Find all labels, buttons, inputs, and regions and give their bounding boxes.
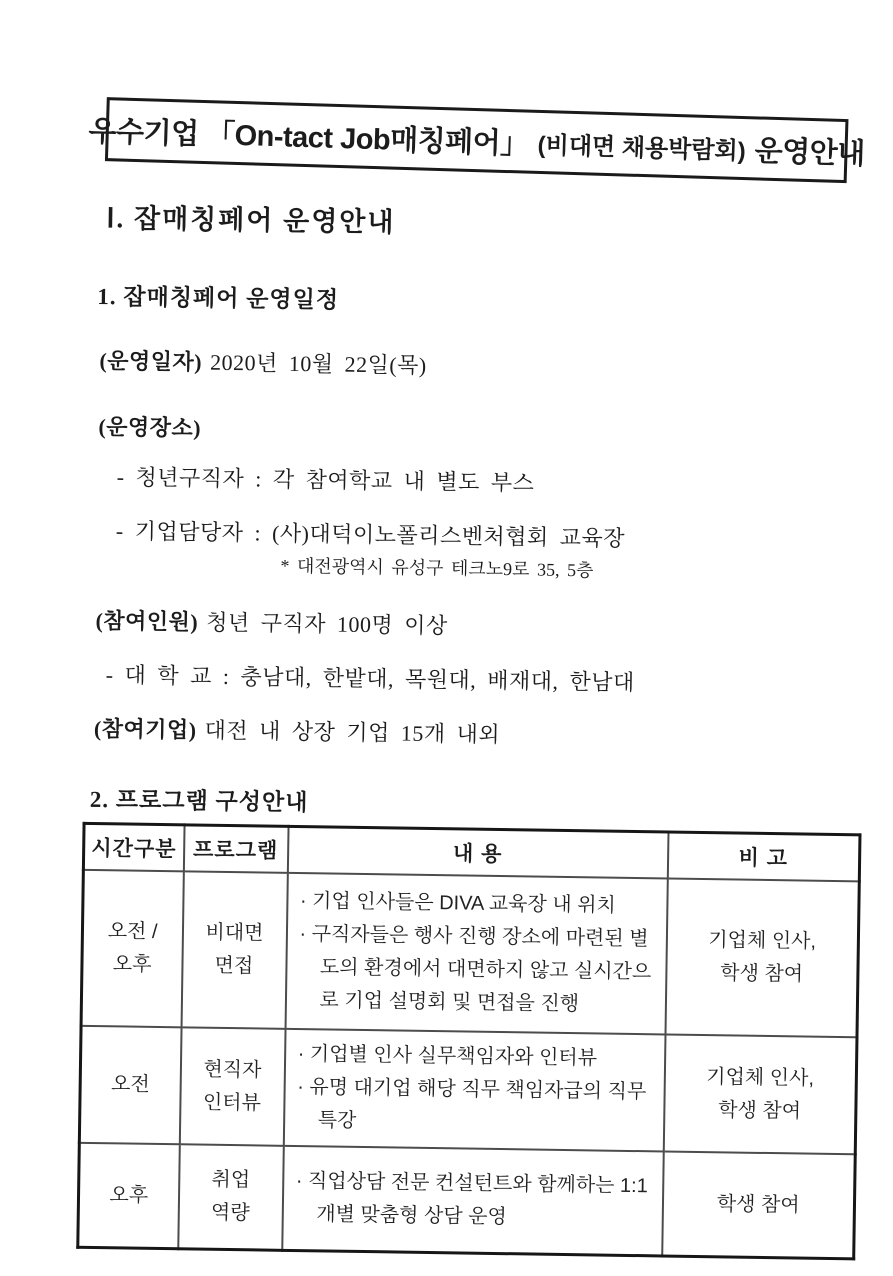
section-heading: Ⅰ. 잡매칭페어 운영안내 [106,203,396,238]
col-header-program: 프로그램 [183,825,288,873]
venue-item-jobseekers: - 청년구직자 : 각 참여학교 내 별도 부스 [116,464,535,496]
schedule-heading: 1. 잡매칭페어 운영일정 [97,283,340,313]
venue-label: (운영장소) [98,414,202,441]
companies-line [94,712,501,749]
venue-label-line [98,410,209,443]
table-row [79,1026,857,1154]
operation-date-label: (운영일자) [99,348,203,375]
title-tail: 운영안내 [754,134,866,171]
cell-time: 오전 [79,1026,181,1144]
title-main: 우수기업 「On-tact Job매칭페어」 [88,115,530,161]
title-paren: (비대면 채용박람회) [537,131,747,165]
companies-value: 대전 내 상장 기업 15개 내외 [204,717,501,748]
cell-content: · 기업별 인사 실무책임자와 인터뷰 · 유명 대기업 해당 직무 책임자급의 직무특강 [283,1029,665,1152]
participants-label: (참여인원) [95,607,199,635]
table-row [81,870,859,1037]
universities-line: - 대 학 교 : 충남대, 한밭대, 목원대, 배재대, 한남대 [105,662,635,695]
venue-address-note: * 대전광역시 유성구 테크노9로 35, 5층 [280,555,594,581]
col-header-content: 내 용 [287,826,668,878]
cell-content: · 직업상담 전문 컨설턴트와 함께하는 1:1 개별 맞춤형 상담 운영 [282,1146,664,1256]
cell-content: · 기업 인사들은 DIVA 교육장 내 위치 · 구직자들은 행사 진행 장소에 마련된 별도의 환경에서 대면하지 않고 실시간으로 기업 설명회 및 면접을 진행 [285,873,667,1035]
cell-program: 현직자 인터뷰 [179,1027,285,1146]
participants-line [95,604,448,640]
cell-time: 오전 / 오후 [81,870,183,1027]
cell-note: 기업체 인사, 학생 참여 [663,1034,857,1154]
cell-program: 비대면 면접 [181,871,287,1029]
program-heading: 2. 프로그램 구성안내 [89,786,309,816]
table-row [78,1143,855,1259]
cell-time: 오후 [78,1143,180,1249]
title-box [88,97,866,183]
participants-value: 청년 구직자 100명 이상 [206,609,448,639]
operation-date-line [99,344,427,380]
col-header-time: 시간구분 [83,823,184,871]
program-table [76,822,861,1261]
cell-program: 취업 역량 [178,1144,284,1250]
venue-item-companies: - 기업담당자 : (사)대덕이노폴리스벤처협회 교육장 [115,518,626,551]
operation-date-value: 2020년 10월 22일(목) [209,349,427,378]
companies-label: (참여기업) [93,715,197,743]
cell-note: 학생 참여 [662,1151,856,1258]
col-header-note: 비 고 [667,832,860,881]
cell-note: 기업체 인사, 학생 참여 [665,878,859,1037]
